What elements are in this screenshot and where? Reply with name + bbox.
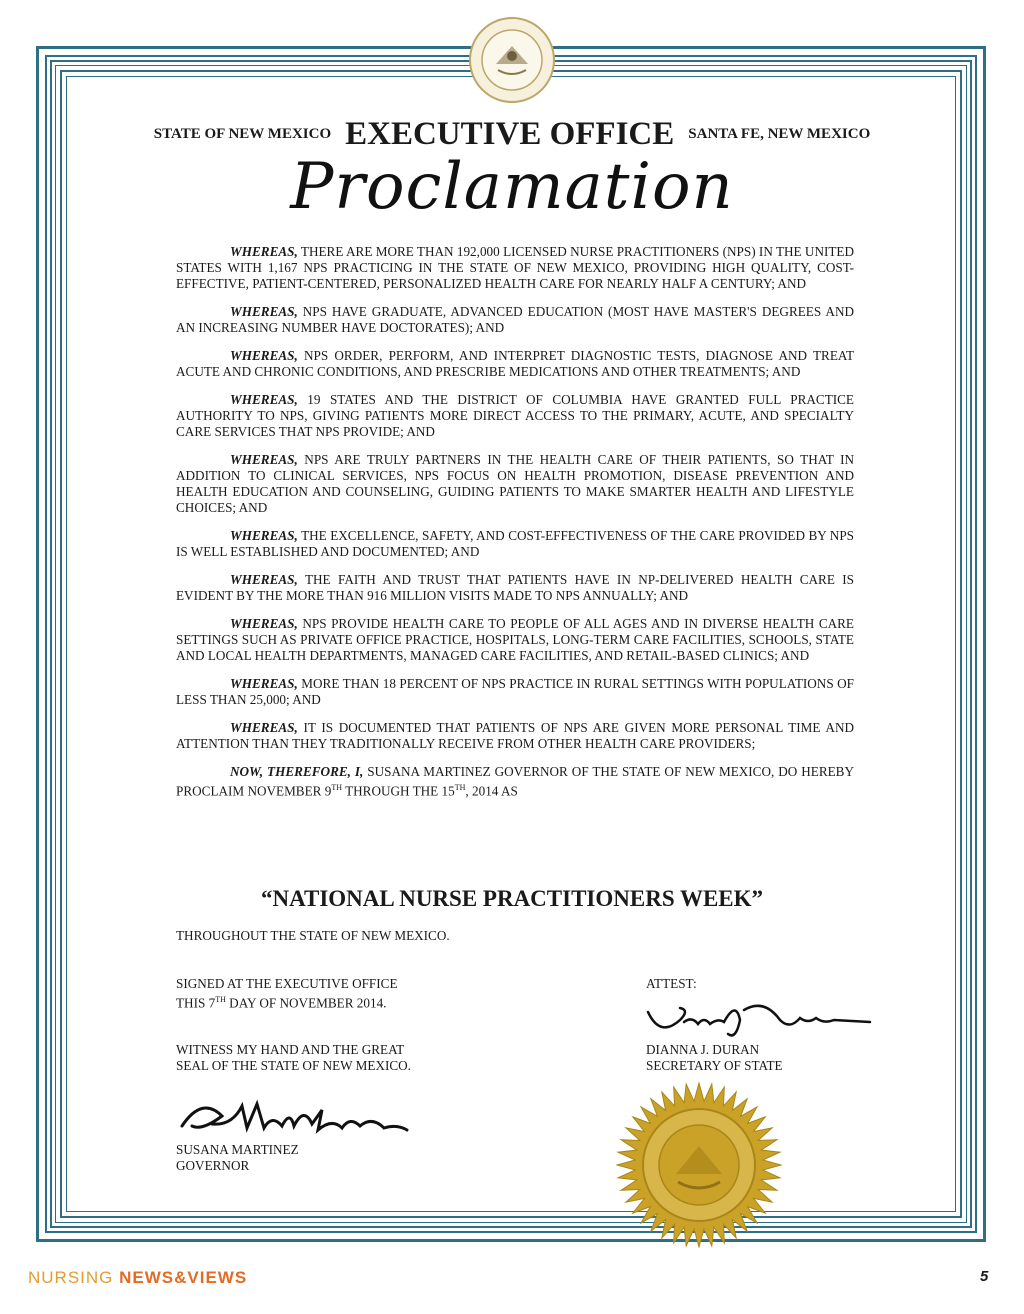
governor-name: SUSANA MARTINEZ [176,1142,299,1157]
secretary-signature [640,990,880,1046]
whereas-paragraph: WHEREAS, MORE THAN 18 PERCENT OF NPS PRACTICE IN RURAL SETTINGS WITH POPULATIONS OF LESS THAN 25,000; AND [176,676,854,707]
whereas-paragraph: WHEREAS, THERE ARE MORE THAN 192,000 LICENSED NURSE PRACTITIONERS (NPS) IN THE UNITED STATES WITH 1,167 NPS PRACTICING IN THE STATE OF NEW MEXICO, PROVIDING HIGH QUALITY, COST-EFFECTIVE, PATIENT-CENTERED, PERSONALIZED HEALTH CARE FOR NEARLY HALF A CENTURY; AND [176,244,854,291]
state-name: STATE OF NEW MEXICO [153,126,332,142]
governor-title: GOVERNOR [176,1158,250,1173]
governor-block [176,1142,299,1174]
gold-seal-icon [616,1082,782,1248]
witness-block: WITNESS MY HAND AND THE GREAT SEAL OF THE STATE OF NEW MEXICO. [176,1042,411,1073]
secretary-title: SECRETARY OF STATE [646,1058,783,1073]
page-number: 5 [980,1268,989,1285]
throughout-line: THROUGHOUT THE STATE OF NEW MEXICO. [176,928,450,943]
attest-label: ATTEST: [646,976,697,991]
letterhead [0,116,1024,153]
secretary-name: DIANNA J. DURAN [646,1042,760,1057]
signed-block: SIGNED AT THE EXECUTIVE OFFICE THIS 7TH DAY OF NOVEMBER 2014. [176,976,398,1011]
whereas-paragraph: WHEREAS, NPS HAVE GRADUATE, ADVANCED EDUCATION (MOST HAVE MASTER'S DEGREES AND AN INCREASING NUMBER HAVE DOCTORATES); AND [176,304,854,335]
week-title: “NATIONAL NURSE PRACTITIONERS WEEK” [260,886,764,911]
whereas-paragraph: WHEREAS, THE EXCELLENCE, SAFETY, AND COST-EFFECTIVENESS OF THE CARE PROVIDED BY NPS IS WELL ESTABLISHED AND DOCUMENTED; AND [176,528,854,559]
state-seal-icon [468,16,556,104]
city-name: SANTA FE, NEW MEXICO [688,126,871,142]
therefore-paragraph: NOW, THEREFORE, I, SUSANA MARTINEZ GOVERNOR OF THE STATE OF NEW MEXICO, DO HEREBY PROCLAIM NOVEMBER 9TH THROUGH THE 15TH, 2014 AS [176,764,854,799]
whereas-paragraph: WHEREAS, 19 STATES AND THE DISTRICT OF COLUMBIA HAVE GRANTED FULL PRACTICE AUTHORITY TO NPS, GIVING PATIENTS MORE DIRECT ACCESS TO THE PRIMARY, ACUTE, AND SPECIALTY CARE SERVICES THAT NPS PROVIDE; AND [176,392,854,439]
magazine-brand: NURSING NEWS&VIEWS [28,1268,248,1287]
whereas-paragraph: WHEREAS, NPS PROVIDE HEALTH CARE TO PEOPLE OF ALL AGES AND IN DIVERSE HEALTH CARE SETTINGS SUCH AS PRIVATE OFFICE PRACTICE, HOSPITALS, LONG-TERM CARE FACILITIES, SCHOOLS, STATE AND LOCAL HEALTH DEPARTMENTS, MANAGED CARE FACILITIES, AND RETAIL-BASED CLINICS; AND [176,616,854,663]
whereas-paragraph: WHEREAS, NPS ARE TRULY PARTNERS IN THE HEALTH CARE OF THEIR PATIENTS, SO THAT IN ADDITION TO CLINICAL SERVICES, NPS FOCUS ON HEALTH PROMOTION, DISEASE PREVENTION AND HEALTH EDUCATION AND COUNSELING, GUIDING PATIENTS TO MAKE SMARTER HEALTH AND LIFESTYLE CHOICES; AND [176,452,854,515]
whereas-paragraph: WHEREAS, THE FAITH AND TRUST THAT PATIENTS HAVE IN NP-DELIVERED HEALTH CARE IS EVIDENT BY THE MORE THAN 916 MILLION VISITS MADE TO NPS ANNUALLY; AND [176,572,854,603]
secretary-block [646,1042,783,1074]
proclamation-title: Proclamation [290,150,734,224]
governor-signature [172,1086,432,1146]
whereas-paragraph: WHEREAS, NPS ORDER, PERFORM, AND INTERPRET DIAGNOSTIC TESTS, DIAGNOSE AND TREAT ACUTE AND CHRONIC CONDITIONS, AND PRESCRIBE MEDICATIONS AND OTHER TREATMENTS; AND [176,348,854,379]
proclamation-body [176,244,854,811]
executive-office-heading: EXECUTIVE OFFICE [345,116,675,152]
whereas-paragraph: WHEREAS, IT IS DOCUMENTED THAT PATIENTS OF NPS ARE GIVEN MORE PERSONAL TIME AND ATTENTION THAN THEY TRADITIONALLY RECEIVE FROM OTHER HEALTH CARE PROVIDERS; [176,720,854,751]
